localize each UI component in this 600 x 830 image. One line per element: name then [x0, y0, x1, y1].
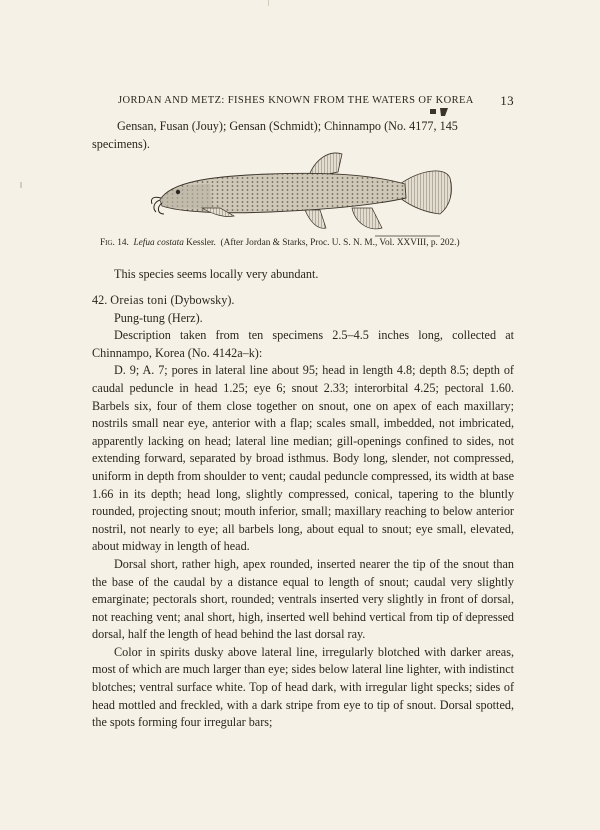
- description-paragraph-3: Color in spirits dusky above lateral line, irregularly blotched with darker areas, most of which are much larger than eye; sides below lateral line lighter, with indistinct blotches; ventral surface white. Top of head dark, with irregular light specks; sides of head mottled and freckled, with a dark stripe from eye to tip of snout. Dorsal spotted, the spots forming four irregular bars;: [92, 644, 515, 730]
- binding-mark: [268, 0, 269, 6]
- description-paragraph-1: D. 9; A. 7; pores in lateral line about 95; head in length 4.8; depth 8.5; depth of caudal peduncle in head 1.25; eye 6; snout 2.33; interorbital 4.25; pectoral 1.60. Barbels six, four of them close together on snout, one on apex of each maxillary; nostrils small near eye, anterior with a flap; scales small, imbedded, not imbricated, apparently lacking on head; lateral line median; gill-openings confined to sides, not extending forward, separated by broad isthmus. Body long, slender, not compressed, uniform in depth from shoulder to vent; caudal peduncle compressed, its width at base 1.66 in its depth; head long, slightly compressed, conical, tapering to the bluntly rounded, projecting snout; mouth inferior, small; maxillary reaching to below anterior nostril, not nearly to eye; all barbels long, about equal to snout; eye small, elevated, about midway in length of head.: [92, 363, 514, 554]
- figure-species: Lefua costata: [133, 238, 184, 248]
- locality-line-1: Gensan, Fusan (Jouy); Gensan (Schmidt); Chinnampo (No. 4177, 145: [117, 119, 458, 133]
- description-intro: Description taken from ten specimens 2.5–4.5 inches long, collected at Chinnampo, Korea (No. 4142a–k):: [92, 328, 514, 360]
- species-entry: [92, 292, 514, 732]
- species-heading: [92, 292, 514, 310]
- species-name: Oreias toni: [110, 293, 168, 307]
- page-number: 13: [500, 93, 514, 108]
- figure-author: Kessler.: [183, 238, 216, 248]
- printer-mark: [428, 106, 458, 118]
- margin-mark: [20, 182, 22, 188]
- figure-label: Fig. 14.: [100, 238, 129, 248]
- species-number: 42.: [92, 293, 108, 307]
- abundance-note: [92, 266, 514, 284]
- description-paragraph-2: Dorsal short, rather high, apex rounded, inserted nearer the tip of the snout than the base of the caudal by a distance equal to length of snout; caudal very slightly emarginate; pectorals short, rounded; ventrals inserted very slightly in front of dorsal, not reaching vent; anal short, high, inserted well behind vertical from tip of depressed dorsal, half the length of head behind the last dorsal ray.: [92, 556, 514, 642]
- species-authority: (Dybowsky).: [167, 293, 235, 307]
- running-head-title: JORDAN AND METZ: FISHES KNOWN FROM THE WATERS OF KOREA: [118, 95, 474, 106]
- fish-illustration: [150, 148, 460, 238]
- figure-source: (After Jordan & Starks, Proc. U. S. N. M., Vol. XXVIII, p. 202.): [220, 238, 460, 248]
- locality-line-2: specimens).: [92, 136, 150, 151]
- figure-caption: [100, 238, 520, 248]
- abundance-text: This species seems locally very abundant.: [114, 267, 319, 281]
- species-local-name: Pung-tung (Herz).: [114, 310, 203, 325]
